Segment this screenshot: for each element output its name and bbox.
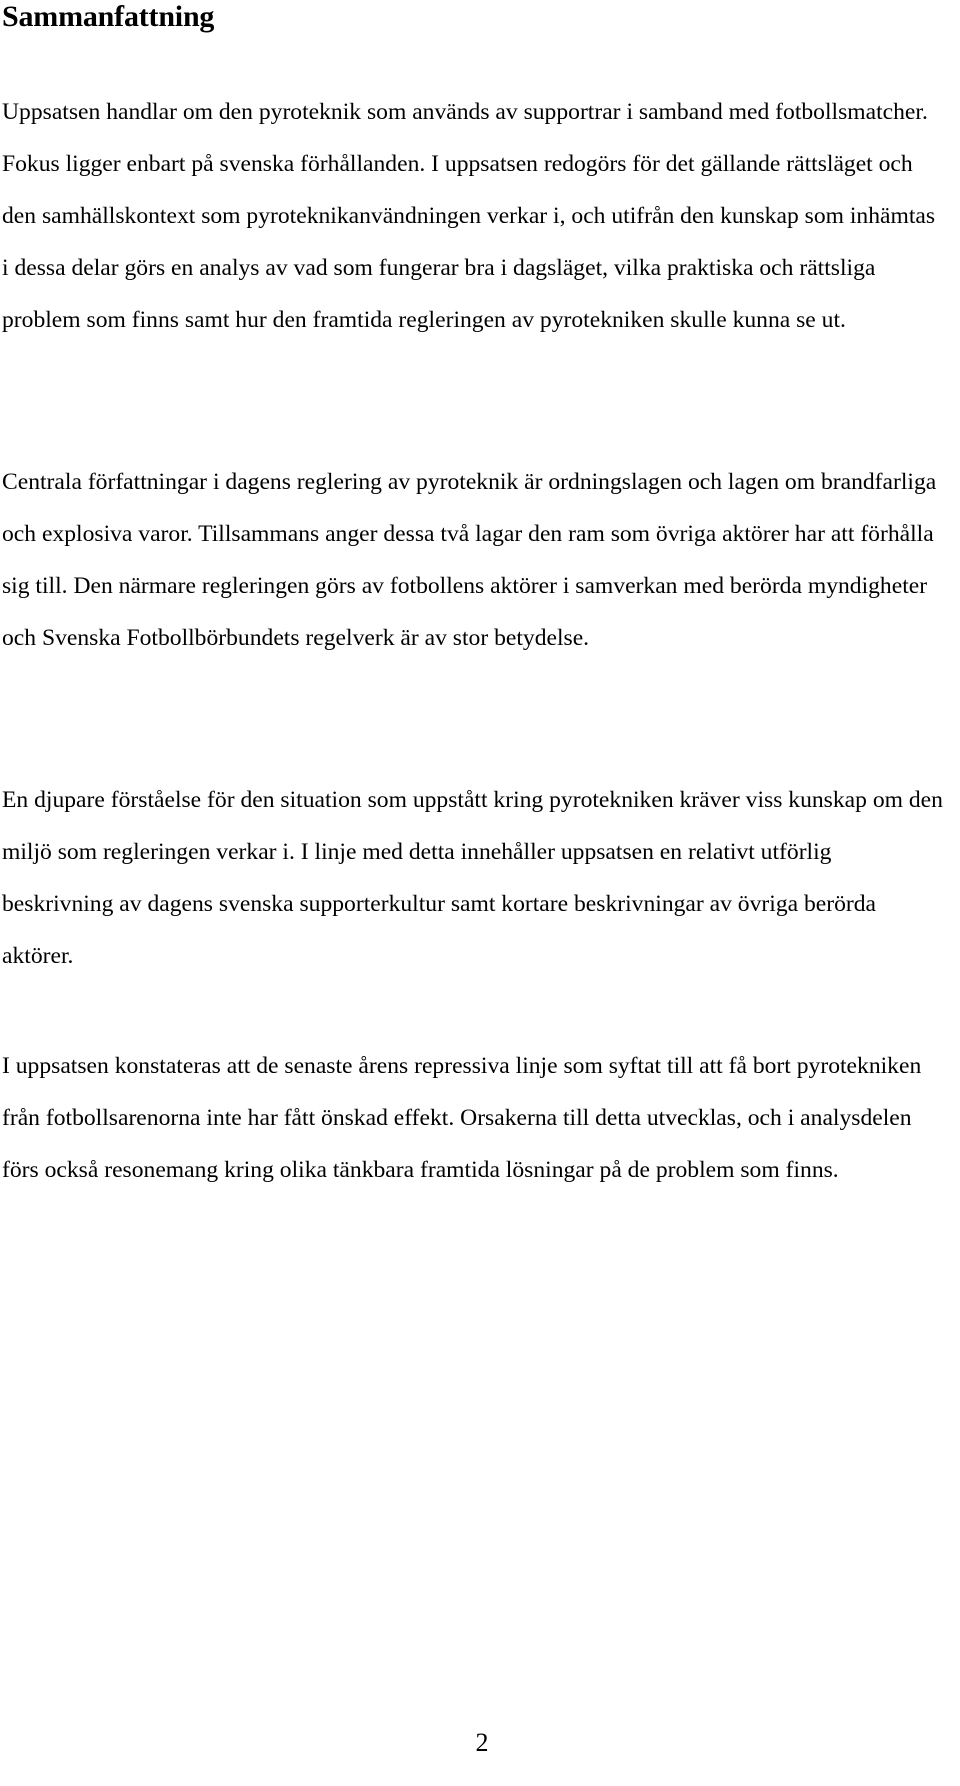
document-page bbox=[2, 0, 952, 1183]
paragraph-legislation: Centrala författningar i dagens reglering av pyroteknik är ordningslagen och lagen om brandfarliga och explosiva varor. Tillsammans anger dessa två lagar den ram som övriga aktörer har att förhålla sig till. Den närmare regleringen görs av fotbollens aktörer i samverkan med berörda myndigheter och Svenska Fotbollbörbundets regelverk är av stor betydelse. bbox=[2, 469, 937, 651]
paragraph-supporter-culture: En djupare förståelse för den situation som uppstått kring pyrotekniken kräver viss kunskap om den miljö som regleringen verkar i. I linje med detta innehåller uppsatsen en relativt utförlig beskrivning av dagens svenska supporterkultur samt kortare beskrivningar av övriga berörda aktörer. bbox=[2, 787, 943, 969]
paragraph-conclusion: I uppsatsen konstateras att de senaste årens repressiva linje som syftat till att få bort pyrotekniken från fotbollsarenorna inte har fått önskad effekt. Orsakerna till detta utvecklas, och i analysdelen förs också resonemang kring olika tänkbara framtida lösningar på de problem som finns. bbox=[2, 1053, 922, 1183]
page-title: Sammanfattning bbox=[2, 0, 215, 33]
page-number: 2 bbox=[475, 1728, 489, 1757]
paragraph-intro: Uppsatsen handlar om den pyroteknik som används av supportrar i samband med fotbollsmatcher. Fokus ligger enbart på svenska förhållanden. I uppsatsen redogörs för det gällande rättsläget och den samhällskontext som pyroteknikanvändningen verkar i, och utifrån den kunskap som inhämtas i dessa delar görs en analys av vad som fungerar bra i dagsläget, vilka praktiska och rättsliga problem som finns samt hur den framtida regleringen av pyrotekniken skulle kunna se ut. bbox=[2, 99, 936, 333]
